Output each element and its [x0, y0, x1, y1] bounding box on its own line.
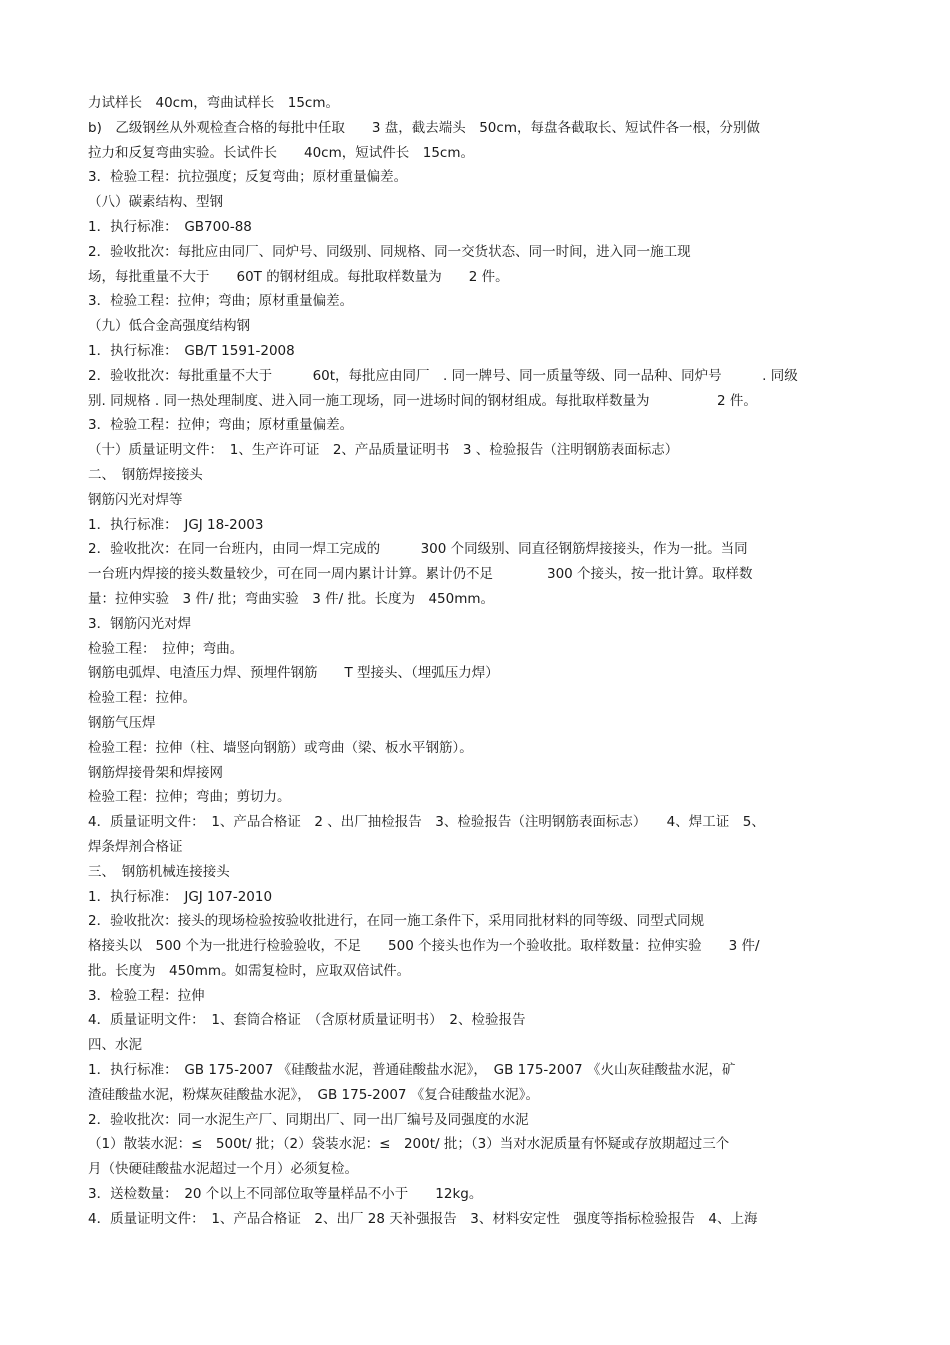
text-line: 1．执行标准： JGJ 107-2010: [88, 888, 273, 905]
text-line: 格接头以 500 个为一批进行检验验收，不足 500 个接头也作为一个验收批。取样数量：拉伸实验 3 件/: [88, 938, 760, 955]
text-line: 焊条焊剂合格证: [88, 838, 183, 855]
text-line: 2．验收批次：同一水泥生产厂、同期出厂、同一出厂编号及同强度的水泥: [88, 1111, 529, 1128]
text-line: 检验工程： 拉伸；弯曲。: [88, 640, 244, 657]
text-line: 4．质量证明文件： 1、套筒合格证 （含原材质量证明书） 2、检验报告: [88, 1012, 526, 1029]
text-line: 1．执行标准： JGJ 18-2003: [88, 516, 264, 533]
text-line: 钢筋气压焊: [88, 714, 156, 731]
text-line: 三、 钢筋机械连接接头: [88, 863, 230, 880]
text-line: 3．送检数量： 20 个以上不同部位取等量样品不小于 12kg。: [88, 1186, 483, 1203]
text-line: 钢筋焊接骨架和焊接网: [88, 764, 223, 781]
text-line: 3．钢筋闪光对焊: [88, 615, 192, 632]
text-line: （九）低合金高强度结构钢: [88, 318, 250, 335]
text-line: 3．检验工程：抗拉强度；反复弯曲；原材重量偏差。: [88, 169, 408, 186]
text-line: 1．执行标准： GB/T 1591-2008: [88, 342, 295, 359]
text-line: 钢筋闪光对焊等: [88, 491, 183, 508]
text-line: 1．执行标准： GB700-88: [88, 218, 252, 235]
text-line: 3．检验工程：拉伸；弯曲；原材重量偏差。: [88, 293, 354, 310]
text-line: 量：拉伸实验 3 件/ 批；弯曲实验 3 件/ 批。长度为 450mm。: [88, 590, 495, 607]
text-line: 2．验收批次：每批重量不大于 60t，每批应由同厂 . 同一牌号、同一质量等级、同一品种、同炉号 . 同级: [88, 367, 798, 384]
text-line: 力试样长 40cm，弯曲试样长 15cm。: [88, 95, 340, 111]
text-line: （1）散装水泥：≤ 500t/ 批；（2）袋装水泥：≤ 200t/ 批；（3）当对水泥质量有怀疑或存放期超过三个: [88, 1136, 730, 1153]
text-line: 四、水泥: [88, 1037, 142, 1054]
text-line: 渣硅酸盐水泥，粉煤灰硅酸盐水泥》， GB 175-2007 《复合硅酸盐水泥》。: [88, 1086, 540, 1103]
text-line: 4．质量证明文件： 1、产品合格证 2、出厂 28 天补强报告 3、材料安定性 强度等指标检验报告 4、上海: [88, 1210, 758, 1227]
text-line: 别. 同规格 . 同一热处理制度、进入同一施工现场，同一进场时间的钢材组成。每批取样数量为 2 件。: [88, 392, 757, 409]
text-line: 检验工程：拉伸（柱、墙竖向钢筋）或弯曲（梁、板水平钢筋）。: [88, 739, 473, 756]
text-line: 3．检验工程：拉伸；弯曲；原材重量偏差。: [88, 417, 354, 434]
text-line: 一台班内焊接的接头数量较少，可在同一周内累计计算。累计仍不足 300 个接头，按一批计算。取样数: [88, 566, 753, 583]
text-line: 2．验收批次：每批应由同厂、同炉号、同级别、同规格、同一交货状态、同一时间，进入同一施工现: [88, 243, 691, 260]
text-line: 钢筋电弧焊、电渣压力焊、预埋件钢筋 T 型接头、（埋弧压力焊）: [88, 665, 499, 682]
text-line: 月（快硬硅酸盐水泥超过一个月）必须复检。: [88, 1161, 358, 1178]
text-line: 检验工程：拉伸；弯曲；剪切力。: [88, 789, 291, 806]
text-line: 场，每批重量不大于 60T 的钢材组成。每批取样数量为 2 件。: [88, 268, 509, 285]
text-line: （十）质量证明文件： 1、生产许可证 2、产品质量证明书 3 、检验报告（注明钢筋表面标志）: [88, 442, 679, 459]
text-line: （八）碳素结构、型钢: [88, 194, 223, 211]
text-line: 3．检验工程：拉伸: [88, 987, 205, 1004]
text-line: b) 乙级钢丝从外观检查合格的每批中任取 3 盘，截去端头 50cm，每盘各截取长、短试件各一根，分别做: [88, 119, 760, 136]
text-line: 检验工程：拉伸。: [88, 690, 196, 707]
text-line: 二、 钢筋焊接接头: [88, 466, 203, 483]
text-line: 2．验收批次：接头的现场检验按验收批进行，在同一施工条件下，采用同批材料的同等级、同型式同规: [88, 913, 705, 930]
text-line: 拉力和反复弯曲实验。长试件长 40cm，短试件长 15cm。: [88, 144, 475, 161]
text-line: 1．执行标准： GB 175-2007 《硅酸盐水泥，普通硅酸盐水泥》， GB 175-2007 《火山灰硅酸盐水泥，矿: [88, 1062, 736, 1079]
text-line: 2．验收批次：在同一台班内，由同一焊工完成的 300 个同级别、同直径钢筋焊接接头，作为一批。当同: [88, 541, 748, 558]
text-line: 4．质量证明文件： 1、产品合格证 2 、出厂抽检报告 3、检验报告（注明钢筋表面标志） 4、焊工证 5、: [88, 814, 765, 831]
text-line: 批。长度为 450mm。如需复检时，应取双倍试件。: [88, 962, 411, 979]
document-page: [88, 91, 868, 1232]
